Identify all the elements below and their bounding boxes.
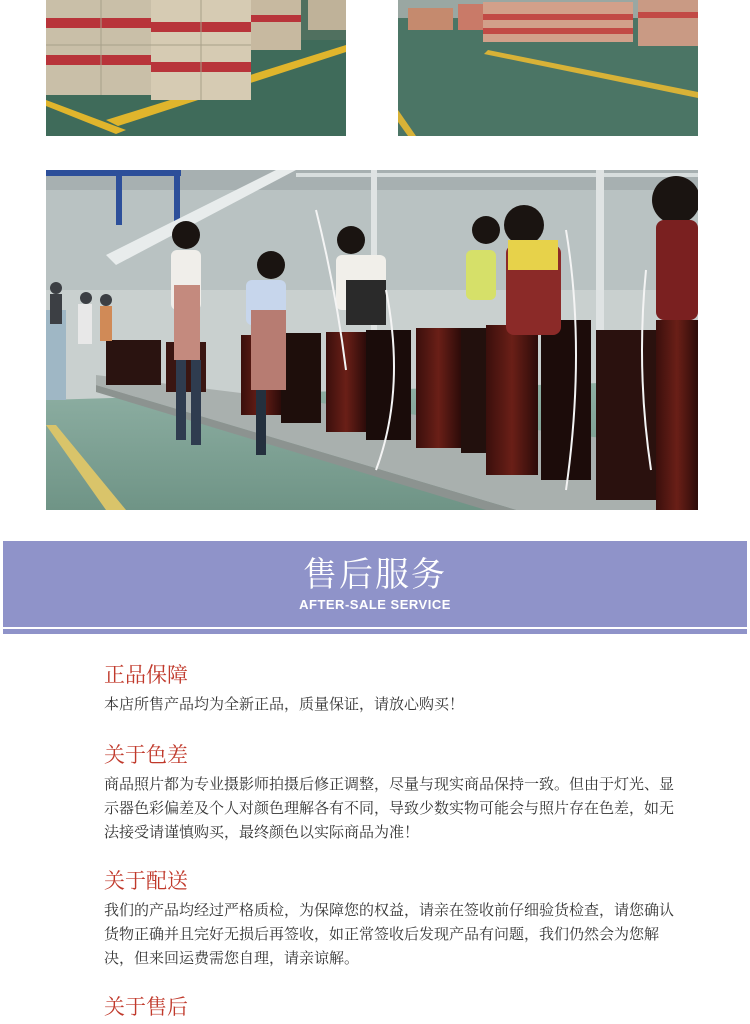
section-heading: 关于配送	[104, 869, 188, 893]
section-after-sale	[104, 992, 684, 1022]
banner-title: 售后服务	[303, 555, 447, 595]
section-heading: 关于色差	[104, 743, 188, 767]
warehouse-photo-right	[398, 0, 698, 136]
section-color-difference	[104, 740, 684, 844]
section-heading: 正品保障	[104, 663, 188, 687]
section-body: 我们的产品均经过严格质检，为保障您的权益，请亲在签收前仔细验货检查，请您确认货物正确并且完好无损后再签收，如正常签收后发现产品有问题，我们仍然会为您解决，但来回运费需您自理，请亲谅解。	[104, 901, 675, 967]
section-body: 本店所售产品均为全新正品，质量保证，请放心购买！	[104, 695, 465, 713]
section-heading: 关于售后	[104, 995, 188, 1019]
section-body: 商品照片都为专业摄影师拍摄后修正调整，尽量与现实商品保持一致。但由于灯光、显示器色彩偏差及个人对颜色理解各有不同，导致少数实物可能会与照片存在色差，如无法接受请谨慎购买，最终颜色以实际商品为准！	[104, 775, 675, 841]
after-sale-banner	[3, 541, 747, 627]
section-genuine-guarantee	[104, 660, 684, 716]
warehouse-photo-left	[46, 0, 346, 136]
after-sale-sections	[104, 660, 684, 1024]
assembly-line-photo	[46, 170, 698, 510]
section-delivery	[104, 866, 684, 970]
banner-subtitle: AFTER-SALE SERVICE	[299, 597, 451, 612]
banner-divider	[3, 629, 747, 634]
